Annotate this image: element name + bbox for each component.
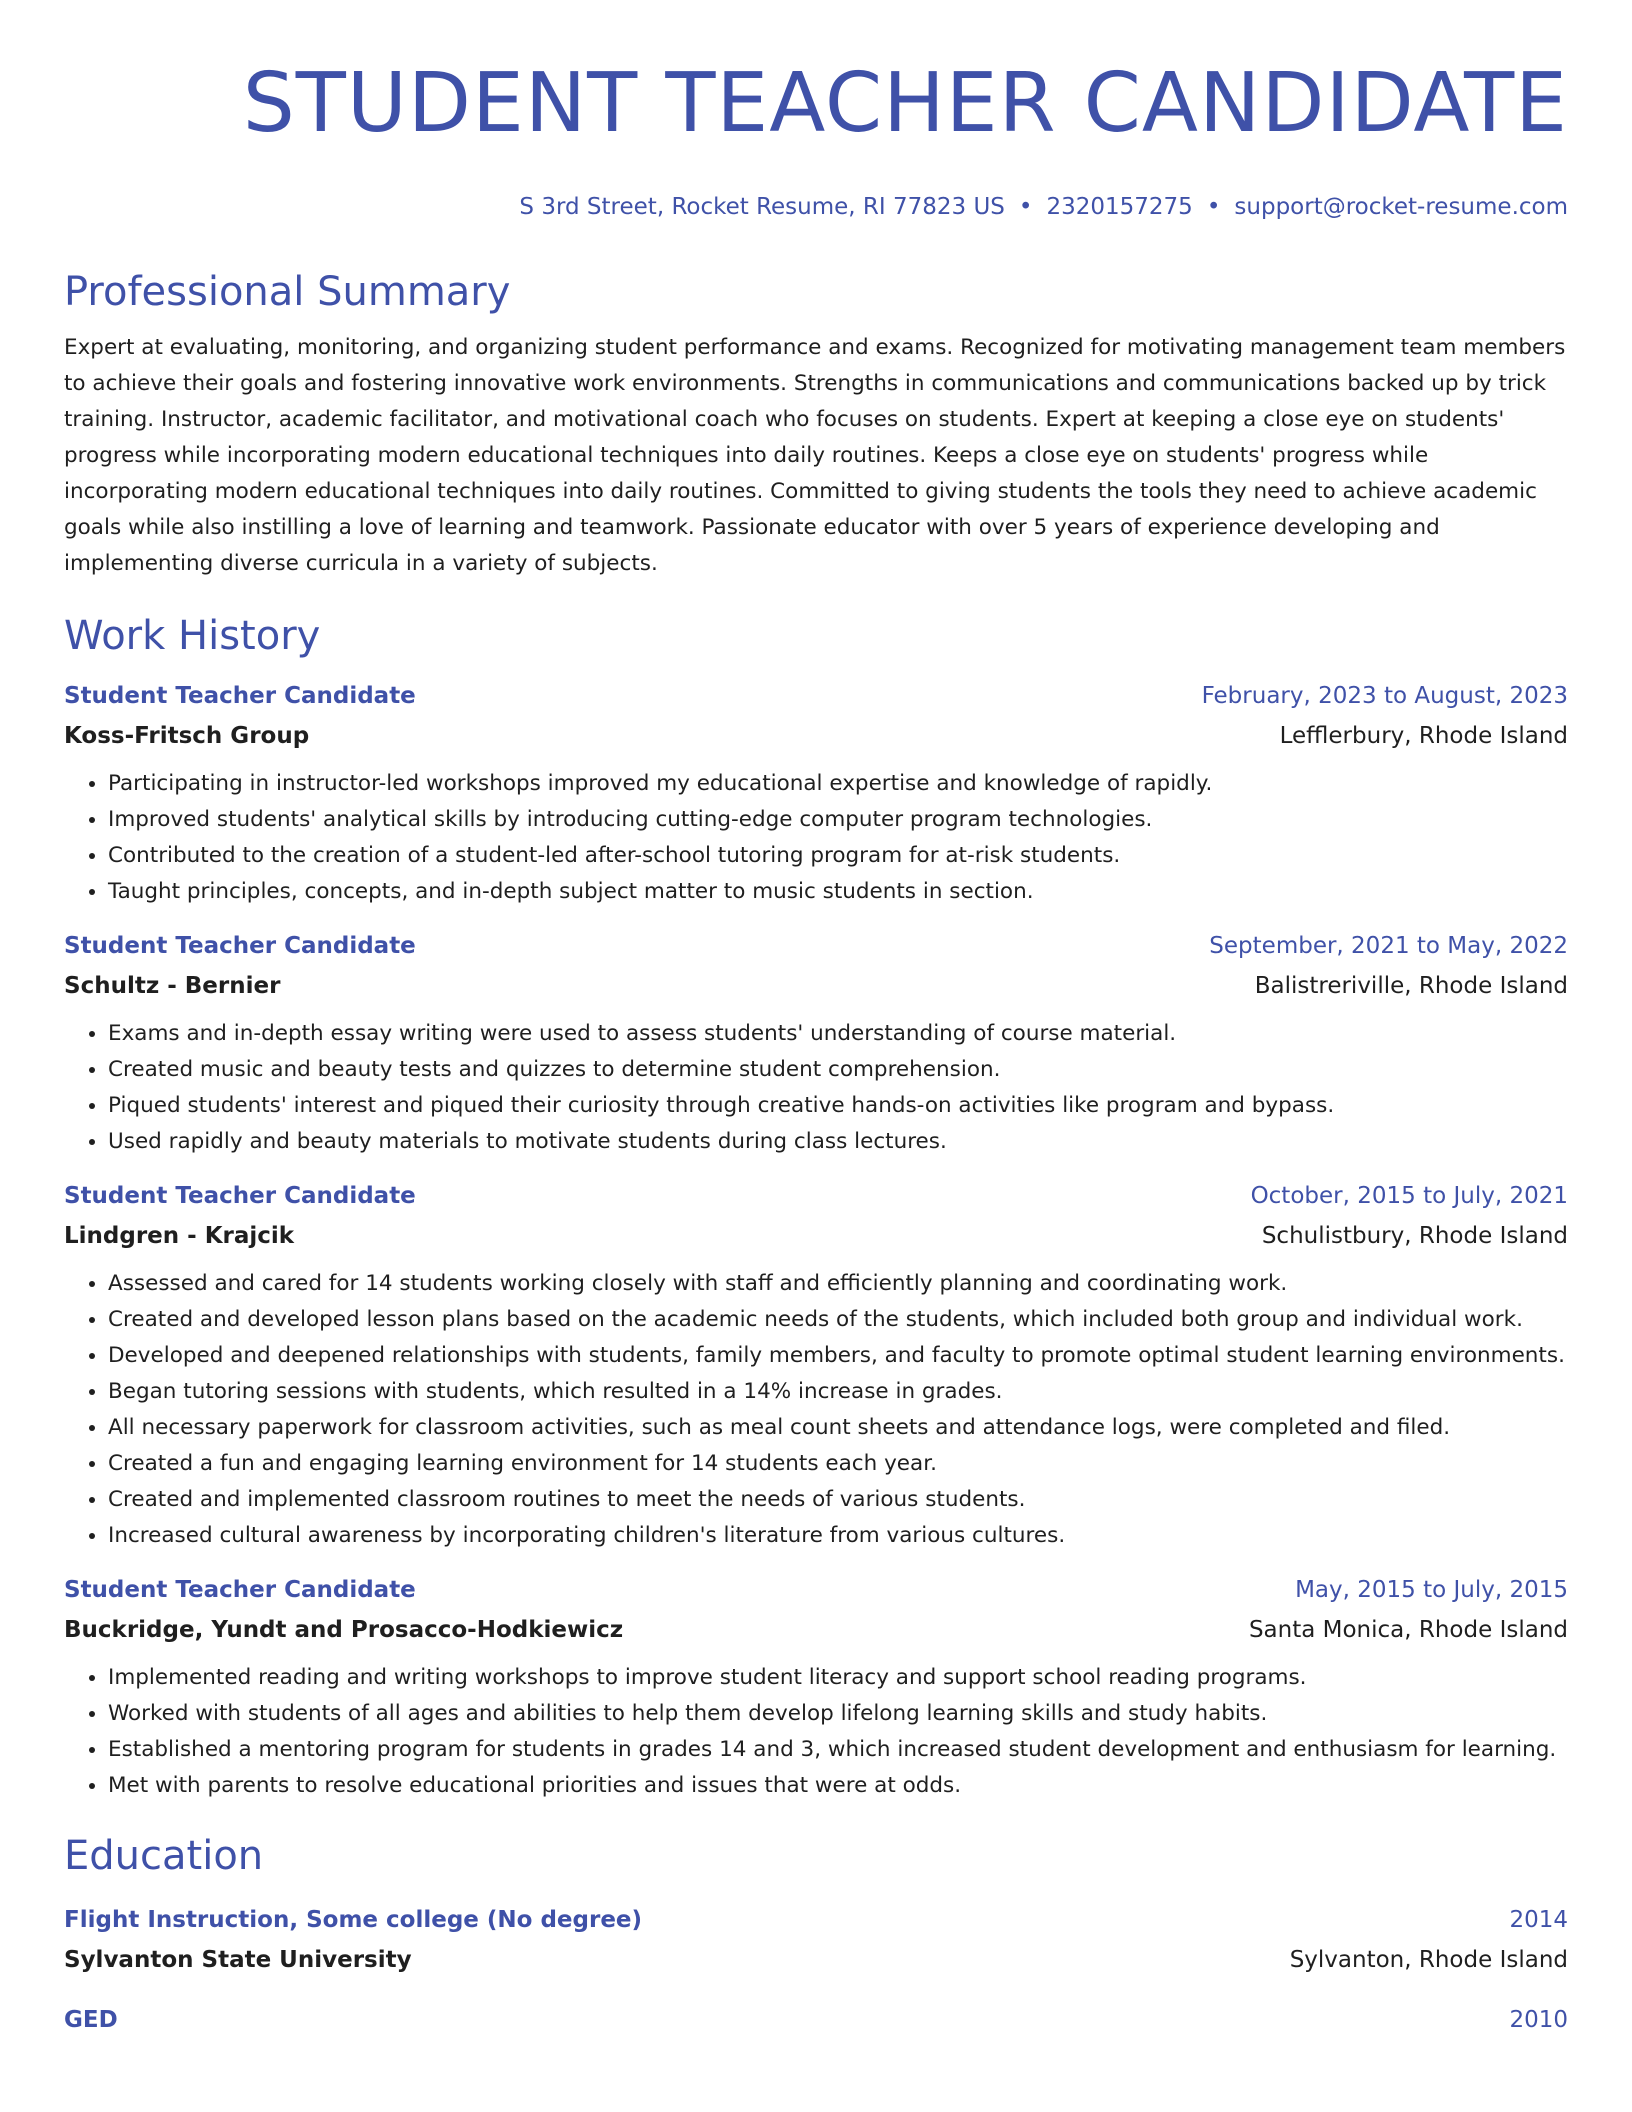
education-year: 2014 (1509, 1907, 1568, 1933)
work-history-heading: Work History (64, 613, 321, 659)
job-location: Schulistbury, Rhode Island (1261, 1223, 1568, 1249)
job-bullet: • Improved students' analytical skills by introducing cutting-edge computer program technologies. (108, 802, 1568, 838)
job-bullet: • Participating in instructor-led workshops improved my educational expertise and knowledge of rapidly. (108, 766, 1568, 802)
job-bullet: • Assessed and cared for 14 students working closely with staff and efficiently planning and coordinating work. (108, 1266, 1568, 1302)
job-entry (64, 676, 1568, 910)
job-bullet: • Established a mentoring program for students in grades 14 and 3, which increased student development and enthusiasm for learning. (108, 1732, 1568, 1768)
job-location: Lefflerbury, Rhode Island (1279, 723, 1568, 749)
job-dates: September, 2021 to May, 2022 (1209, 933, 1568, 959)
job-bullet: • Contributed to the creation of a student-led after-school tutoring program for at-risk students. (108, 838, 1568, 874)
education-heading: Education (64, 1833, 264, 1879)
job-location: Balistreriville, Rhode Island (1254, 973, 1568, 999)
job-bullet: • Created a fun and engaging learning environment for 14 students each year. (108, 1446, 1568, 1482)
job-bullet: • Created and implemented classroom routines to meet the needs of various students. (108, 1482, 1568, 1518)
job-bullet: • All necessary paperwork for classroom activities, such as meal count sheets and attendance logs, were completed and filed. (108, 1410, 1568, 1446)
job-bullet: • Created and developed lesson plans based on the academic needs of the students, which included both group and individual work. (108, 1302, 1568, 1338)
job-entry (64, 1570, 1568, 1804)
education-entry (64, 1900, 1568, 1980)
job-dates: May, 2015 to July, 2015 (1295, 1577, 1568, 1603)
job-bullets (64, 1266, 1568, 1554)
education-location: Sylvanton, Rhode Island (1289, 1947, 1568, 1973)
contact-line (64, 192, 1568, 222)
job-company: Lindgren - Krajcik (64, 1223, 295, 1249)
job-title: Student Teacher Candidate (64, 933, 416, 959)
job-title: Student Teacher Candidate (64, 1577, 416, 1603)
email[interactable]: support@rocket-resume.com (1234, 194, 1568, 220)
job-bullets (64, 766, 1568, 910)
contact-separator: • (1018, 194, 1033, 220)
education-school: Sylvanton State University (64, 1947, 412, 1973)
summary-text: Expert at evaluating, monitoring, and organizing student performance and exams. Recognized for motivating management team members to achieve their goals and fostering innovative work environments. Strengths in communications and communications backed up by trick training. Instructor, academic facilitator, and motivational coach who focuses on students. Expert at keeping a close eye on students' progress while incorporating modern educational techniques into daily routines. Keeps a close eye on students' progress while incorporating modern educational techniques into daily routines. Committed to giving students the tools they need to achieve academic goals while also instilling a love of learning and teamwork. Passionate educator with over 5 years of experience developing and implementing diverse curricula in a variety of subjects. (64, 335, 1566, 576)
job-bullet: • Created music and beauty tests and quizzes to determine student comprehension. (108, 1052, 1568, 1088)
job-dates: February, 2023 to August, 2023 (1201, 683, 1568, 709)
job-company: Schultz - Bernier (64, 973, 281, 999)
work-history-list (64, 676, 1568, 1804)
education-degree: GED (64, 2007, 118, 2033)
education-year: 2010 (1509, 2007, 1568, 2033)
education-degree: Flight Instruction, Some college (No degree) (64, 1907, 643, 1933)
job-bullet: • Used rapidly and beauty materials to motivate students during class lectures. (108, 1124, 1568, 1160)
job-bullets (64, 1660, 1568, 1804)
job-bullet: • Met with parents to resolve educational priorities and issues that were at odds. (108, 1768, 1568, 1804)
phone: 2320157275 (1046, 194, 1193, 220)
summary-heading: Professional Summary (64, 269, 511, 315)
job-bullet: • Increased cultural awareness by incorporating children's literature from various cultures. (108, 1518, 1568, 1554)
job-bullet: • Developed and deepened relationships with students, family members, and faculty to promote optimal student learning environments. (108, 1338, 1568, 1374)
candidate-name: STUDENT TEACHER CANDIDATE (242, 56, 1568, 151)
job-bullet: • Worked with students of all ages and abilities to help them develop lifelong learning skills and study habits. (108, 1696, 1568, 1732)
job-entry (64, 926, 1568, 1160)
job-company: Koss-Fritsch Group (64, 723, 310, 749)
job-bullet: • Taught principles, concepts, and in-depth subject matter to music students in section. (108, 874, 1568, 910)
job-bullet: • Began tutoring sessions with students, which resulted in a 14% increase in grades. (108, 1374, 1568, 1410)
job-entry (64, 1176, 1568, 1554)
address: S 3rd Street, Rocket Resume, RI 77823 US (519, 194, 1005, 220)
job-company: Buckridge, Yundt and Prosacco-Hodkiewicz (64, 1617, 624, 1643)
job-bullet: • Piqued students' interest and piqued their curiosity through creative hands-on activities like program and bypass. (108, 1088, 1568, 1124)
job-bullet: • Implemented reading and writing workshops to improve student literacy and support school reading programs. (108, 1660, 1568, 1696)
education-entry (64, 2000, 1568, 2040)
contact-separator: • (1206, 194, 1221, 220)
job-bullet: • Exams and in-depth essay writing were used to assess students' understanding of course material. (108, 1016, 1568, 1052)
job-bullets (64, 1016, 1568, 1160)
job-title: Student Teacher Candidate (64, 1183, 416, 1209)
job-location: Santa Monica, Rhode Island (1248, 1617, 1568, 1643)
job-dates: October, 2015 to July, 2021 (1250, 1183, 1568, 1209)
job-title: Student Teacher Candidate (64, 683, 416, 709)
